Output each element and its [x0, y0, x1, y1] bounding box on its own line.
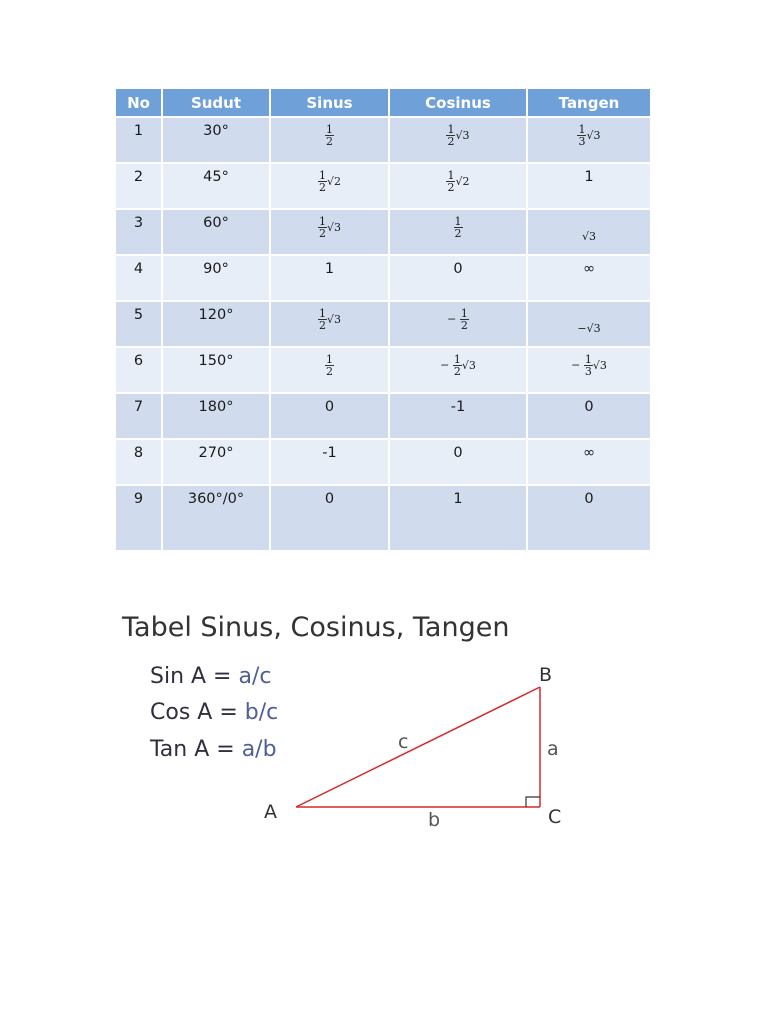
- cell-tangen-value: 0: [584, 491, 594, 507]
- cell-sudut-value: 150°: [198, 353, 234, 369]
- formula-sin-rhs: a/c: [238, 664, 272, 689]
- cell-no-value: 5: [133, 307, 144, 323]
- header-sudut: Sudut: [162, 89, 270, 117]
- cell-sinus-value: 0: [324, 399, 335, 415]
- cell-tangen: [527, 209, 650, 255]
- cell-cosinus-value: − $\frac{1}{2}$ √3: [440, 353, 476, 378]
- cell-tangen: [527, 255, 650, 301]
- cell-sudut: [162, 209, 270, 255]
- table-row: [116, 117, 650, 163]
- cell-sudut-value: 180°: [198, 399, 234, 415]
- trig-values-table: [116, 89, 650, 552]
- cell-cosinus-value: − $\frac{1}{2}$: [447, 307, 468, 332]
- right-angle-marker: [526, 797, 540, 807]
- cell-no: [116, 255, 162, 301]
- cell-sudut: [162, 301, 270, 347]
- cell-cosinus: [389, 301, 527, 347]
- cell-sinus-value: 0: [324, 491, 335, 507]
- cell-sinus: [270, 117, 389, 163]
- cell-no: [116, 117, 162, 163]
- header-no: No: [116, 89, 162, 117]
- right-triangle-diagram: [250, 660, 590, 840]
- side-label-a: a: [547, 738, 559, 760]
- table-body: [116, 117, 650, 551]
- cell-tangen-value: √3: [581, 230, 596, 243]
- cell-cosinus: [389, 439, 527, 485]
- cell-sudut-value: 120°: [198, 307, 234, 323]
- cell-tangen: [527, 485, 650, 551]
- side-label-b: b: [428, 809, 441, 831]
- cell-cosinus-value: -1: [450, 399, 466, 415]
- table-row: [116, 485, 650, 551]
- table-row: [116, 393, 650, 439]
- cell-tangen: [527, 163, 650, 209]
- cell-sinus-value: $\frac{1}{2}$: [326, 123, 333, 148]
- header-sinus: Sinus: [270, 89, 389, 117]
- cell-tangen-value: − $\frac{1}{3}$ √3: [571, 353, 607, 378]
- cell-sinus: [270, 393, 389, 439]
- table-row: [116, 301, 650, 347]
- cell-cosinus: [389, 255, 527, 301]
- cell-sinus-value: $\frac{1}{2}$ √2: [318, 169, 341, 194]
- formula-cos-rhs: b/c: [244, 700, 279, 725]
- cell-no: [116, 163, 162, 209]
- cell-no: [116, 301, 162, 347]
- cell-no-value: 3: [133, 215, 144, 231]
- cell-sinus: [270, 163, 389, 209]
- cell-no-value: 6: [133, 353, 144, 369]
- cell-tangen-value: ∞: [582, 445, 596, 461]
- cell-tangen-value: 0: [584, 399, 594, 415]
- cell-sinus-value: 1: [324, 261, 335, 277]
- cell-sudut: [162, 439, 270, 485]
- cell-cosinus-value: $\frac{1}{2}$: [454, 215, 462, 240]
- cell-cosinus-value: 0: [453, 261, 463, 277]
- cell-sinus: [270, 209, 389, 255]
- cell-sudut: [162, 393, 270, 439]
- header-tangen: Tangen: [527, 89, 650, 117]
- cell-cosinus: [389, 485, 527, 551]
- cell-tangen: [527, 117, 650, 163]
- formula-sin-lhs: Sin A =: [150, 664, 239, 689]
- cell-sudut: [162, 255, 270, 301]
- cell-sudut: [162, 485, 270, 551]
- cell-cosinus-value: 0: [453, 445, 463, 461]
- figure-title: Tabel Sinus, Cosinus, Tangen: [122, 612, 510, 643]
- cell-cosinus: [389, 209, 527, 255]
- cell-sinus: [270, 301, 389, 347]
- cell-tangen: [527, 301, 650, 347]
- table-header-row: [116, 89, 650, 117]
- cell-no-value: 7: [133, 399, 144, 415]
- cell-cosinus: [389, 347, 527, 393]
- table-row: [116, 163, 650, 209]
- cell-sudut-value: 90°: [203, 261, 229, 277]
- trig-table-container: [116, 89, 650, 551]
- table-row: [116, 209, 650, 255]
- cell-sudut-value: 270°: [198, 445, 234, 461]
- cell-no-value: 1: [133, 123, 144, 139]
- vertex-label-a: A: [264, 801, 277, 823]
- cell-sudut-value: 60°: [203, 215, 229, 231]
- cell-sudut-value: 45°: [203, 169, 229, 185]
- formula-tan-rhs: a/b: [241, 737, 277, 762]
- cell-tangen: [527, 347, 650, 393]
- cell-sudut-value: 30°: [203, 123, 229, 139]
- cell-sinus-value: -1: [322, 445, 337, 461]
- triangle-side-hypotenuse: [296, 687, 540, 807]
- cell-no-value: 8: [133, 445, 144, 461]
- cell-cosinus-value: 1: [453, 491, 463, 507]
- formula-tan-lhs: Tan A =: [150, 737, 242, 762]
- table-row: [116, 439, 650, 485]
- cell-cosinus: [389, 393, 527, 439]
- cell-no: [116, 393, 162, 439]
- cell-no: [116, 485, 162, 551]
- cell-sudut: [162, 117, 270, 163]
- cell-sinus: [270, 439, 389, 485]
- table-row: [116, 347, 650, 393]
- cell-tangen: [527, 393, 650, 439]
- cell-no-value: 2: [133, 169, 144, 185]
- cell-no-value: 9: [133, 491, 144, 507]
- cell-cosinus: [389, 163, 527, 209]
- cell-sudut-value: 360°/0°: [187, 491, 245, 507]
- table-row: [116, 255, 650, 301]
- cell-tangen: [527, 439, 650, 485]
- header-cosinus: Cosinus: [389, 89, 527, 117]
- cell-sinus-value: $\frac{1}{2}$ √3: [318, 307, 341, 332]
- cell-tangen-value: −√3: [577, 322, 601, 335]
- cell-sudut: [162, 163, 270, 209]
- cell-no: [116, 347, 162, 393]
- cell-sinus: [270, 347, 389, 393]
- cell-no-value: 4: [133, 261, 144, 277]
- cell-no: [116, 439, 162, 485]
- cell-tangen-value: 1: [584, 169, 594, 185]
- cell-sinus: [270, 485, 389, 551]
- cell-cosinus-value: $\frac{1}{2}$ √2: [447, 169, 470, 194]
- cell-sinus-value: $\frac{1}{2}$ √3: [318, 215, 341, 240]
- cell-cosinus: [389, 117, 527, 163]
- cell-cosinus-value: $\frac{1}{2}$ √3: [447, 123, 470, 148]
- vertex-label-b: B: [539, 664, 553, 686]
- cell-sinus-value: $\frac{1}{2}$: [326, 353, 333, 378]
- vertex-label-c: C: [548, 806, 562, 828]
- formula-cos-lhs: Cos A =: [150, 700, 245, 725]
- cell-sinus: [270, 255, 389, 301]
- cell-tangen-value: ∞: [582, 261, 596, 277]
- side-label-c: c: [398, 731, 409, 753]
- cell-no: [116, 209, 162, 255]
- cell-sudut: [162, 347, 270, 393]
- cell-tangen-value: $\frac{1}{3}$ √3: [578, 123, 601, 148]
